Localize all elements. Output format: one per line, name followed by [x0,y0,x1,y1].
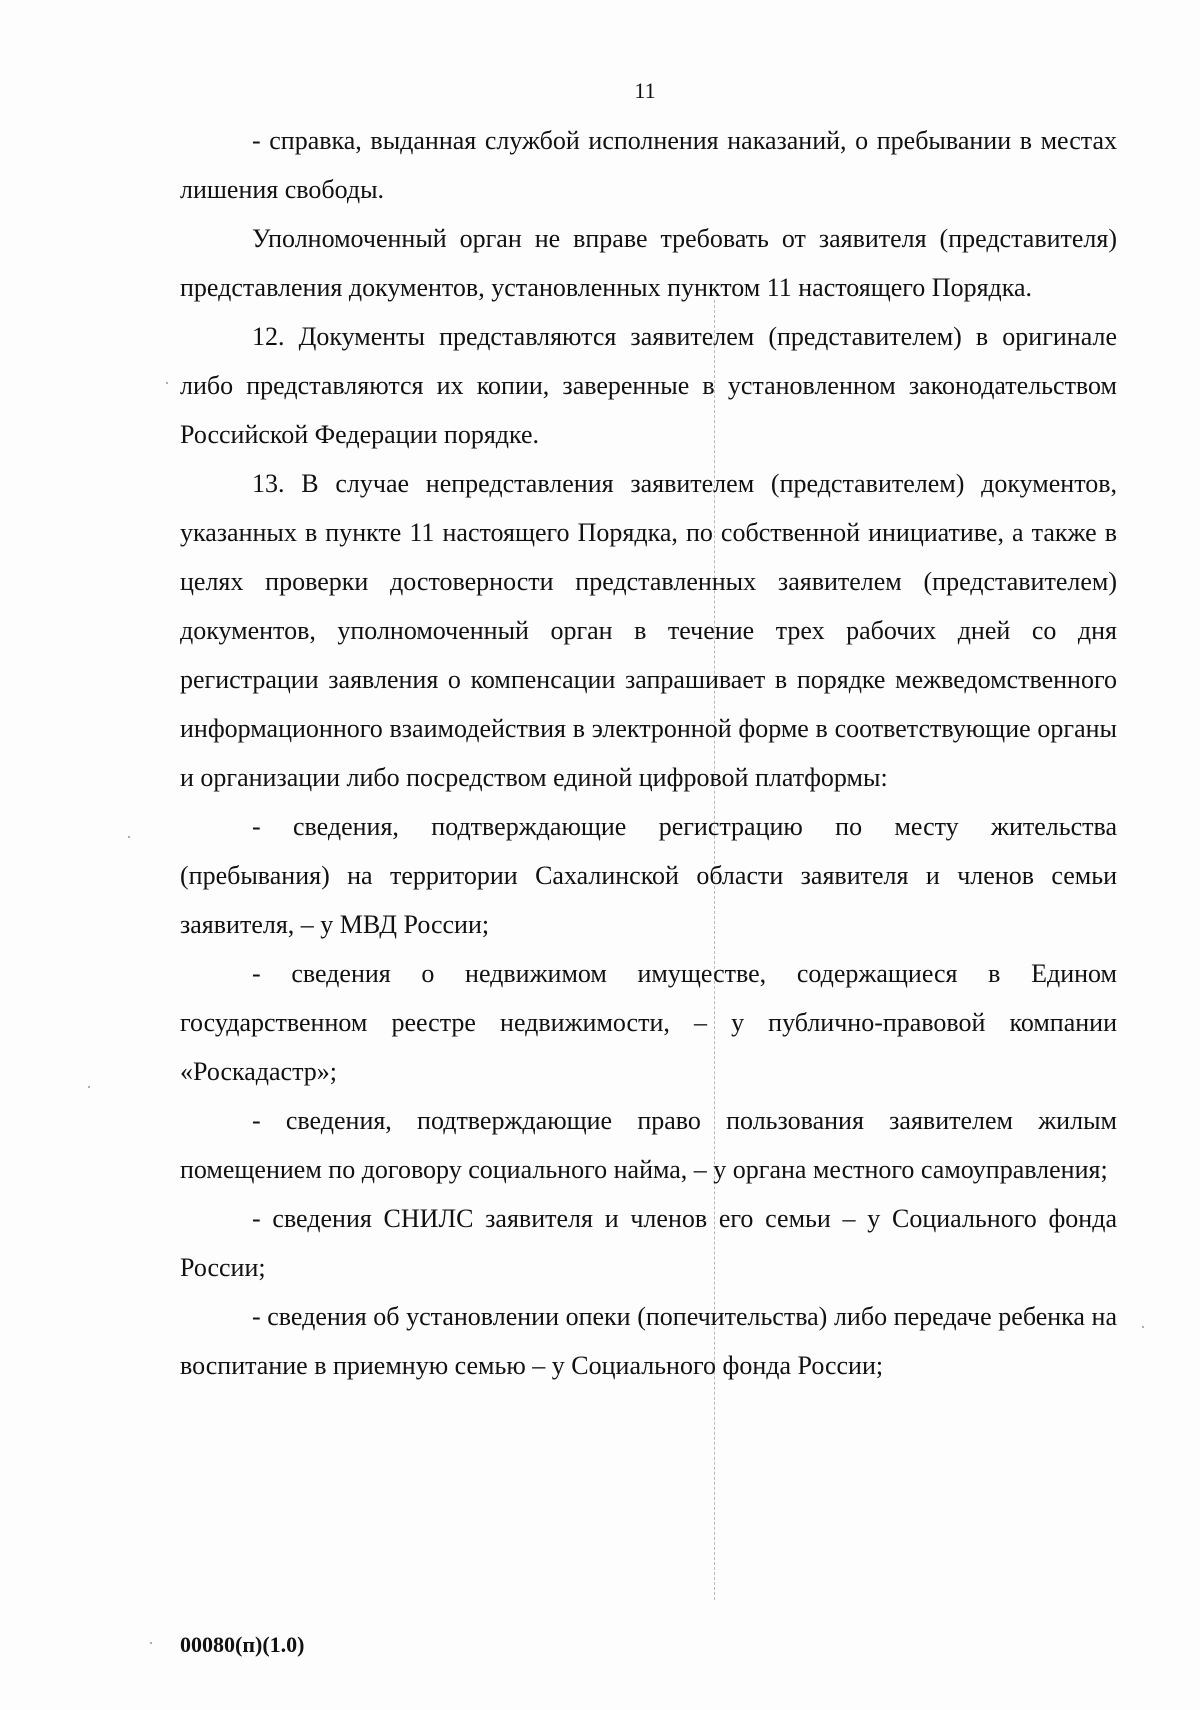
list-item-social-tenancy-info: - сведения, подтверждающие право пользования заявителем жилым помещением по договору социального найма, – у органа местного самоуправления; [180,1106,1117,1184]
page-number: 11 [634,78,656,103]
paragraph-item-13: 13. В случае непредставления заявителем (представителем) документов, указанных в пункте 11 настоящего Порядка, по собственной инициативе, а также в целях проверки достоверности представленных заявителем (представителем) документов, уполномоченный орган в течение трех рабочих дней со дня регистрации заявления о компенсации запрашивает в порядке межведомственного информационного взаимодействия в электронной форме в соответствующие органы и организации либо посредством единой цифровой платформы: [180,469,1117,792]
paragraph-certificate-prison: - справка, выданная службой исполнения наказаний, о пребывании в местах лишения свободы. [180,126,1117,204]
list-item-registration-info: - сведения, подтверждающие регистрацию по месту жительства (пребывания) на территории Сахалинской области заявителя и членов семьи заявителя, – у МВД России; [180,812,1117,939]
document-code: 00080(п)(1.0) [180,1632,305,1657]
paragraph-item-12: 12. Документы представляются заявителем (представителем) в оригинале либо представляются их копии, заверенные в установленном законодательством Российской Федерации порядке. [180,322,1117,449]
list-item-snils-info: - сведения СНИЛС заявителя и членов его семьи – у Социального фонда России; [180,1204,1117,1282]
scan-speck [166,382,168,384]
list-item-real-estate-info: - сведения о недвижимом имуществе, содержащиеся в Едином государственном реестре недвижимости, – у публично-правовой компании «Роскадастр»; [180,959,1117,1086]
list-item-guardianship-info: - сведения об установлении опеки (попечительства) либо передаче ребенка на воспитание в приемную семью – у Социального фонда России; [180,1302,1117,1380]
document-body [180,116,1117,1390]
scan-speck [150,1642,152,1644]
scan-speck [88,1086,90,1088]
scan-speck [128,836,130,838]
paragraph-no-right-to-demand: Уполномоченный орган не вправе требовать от заявителя (представителя) представления документов, установленных пунктом 11 настоящего Порядка. [180,224,1117,302]
scan-speck [1142,1326,1144,1328]
